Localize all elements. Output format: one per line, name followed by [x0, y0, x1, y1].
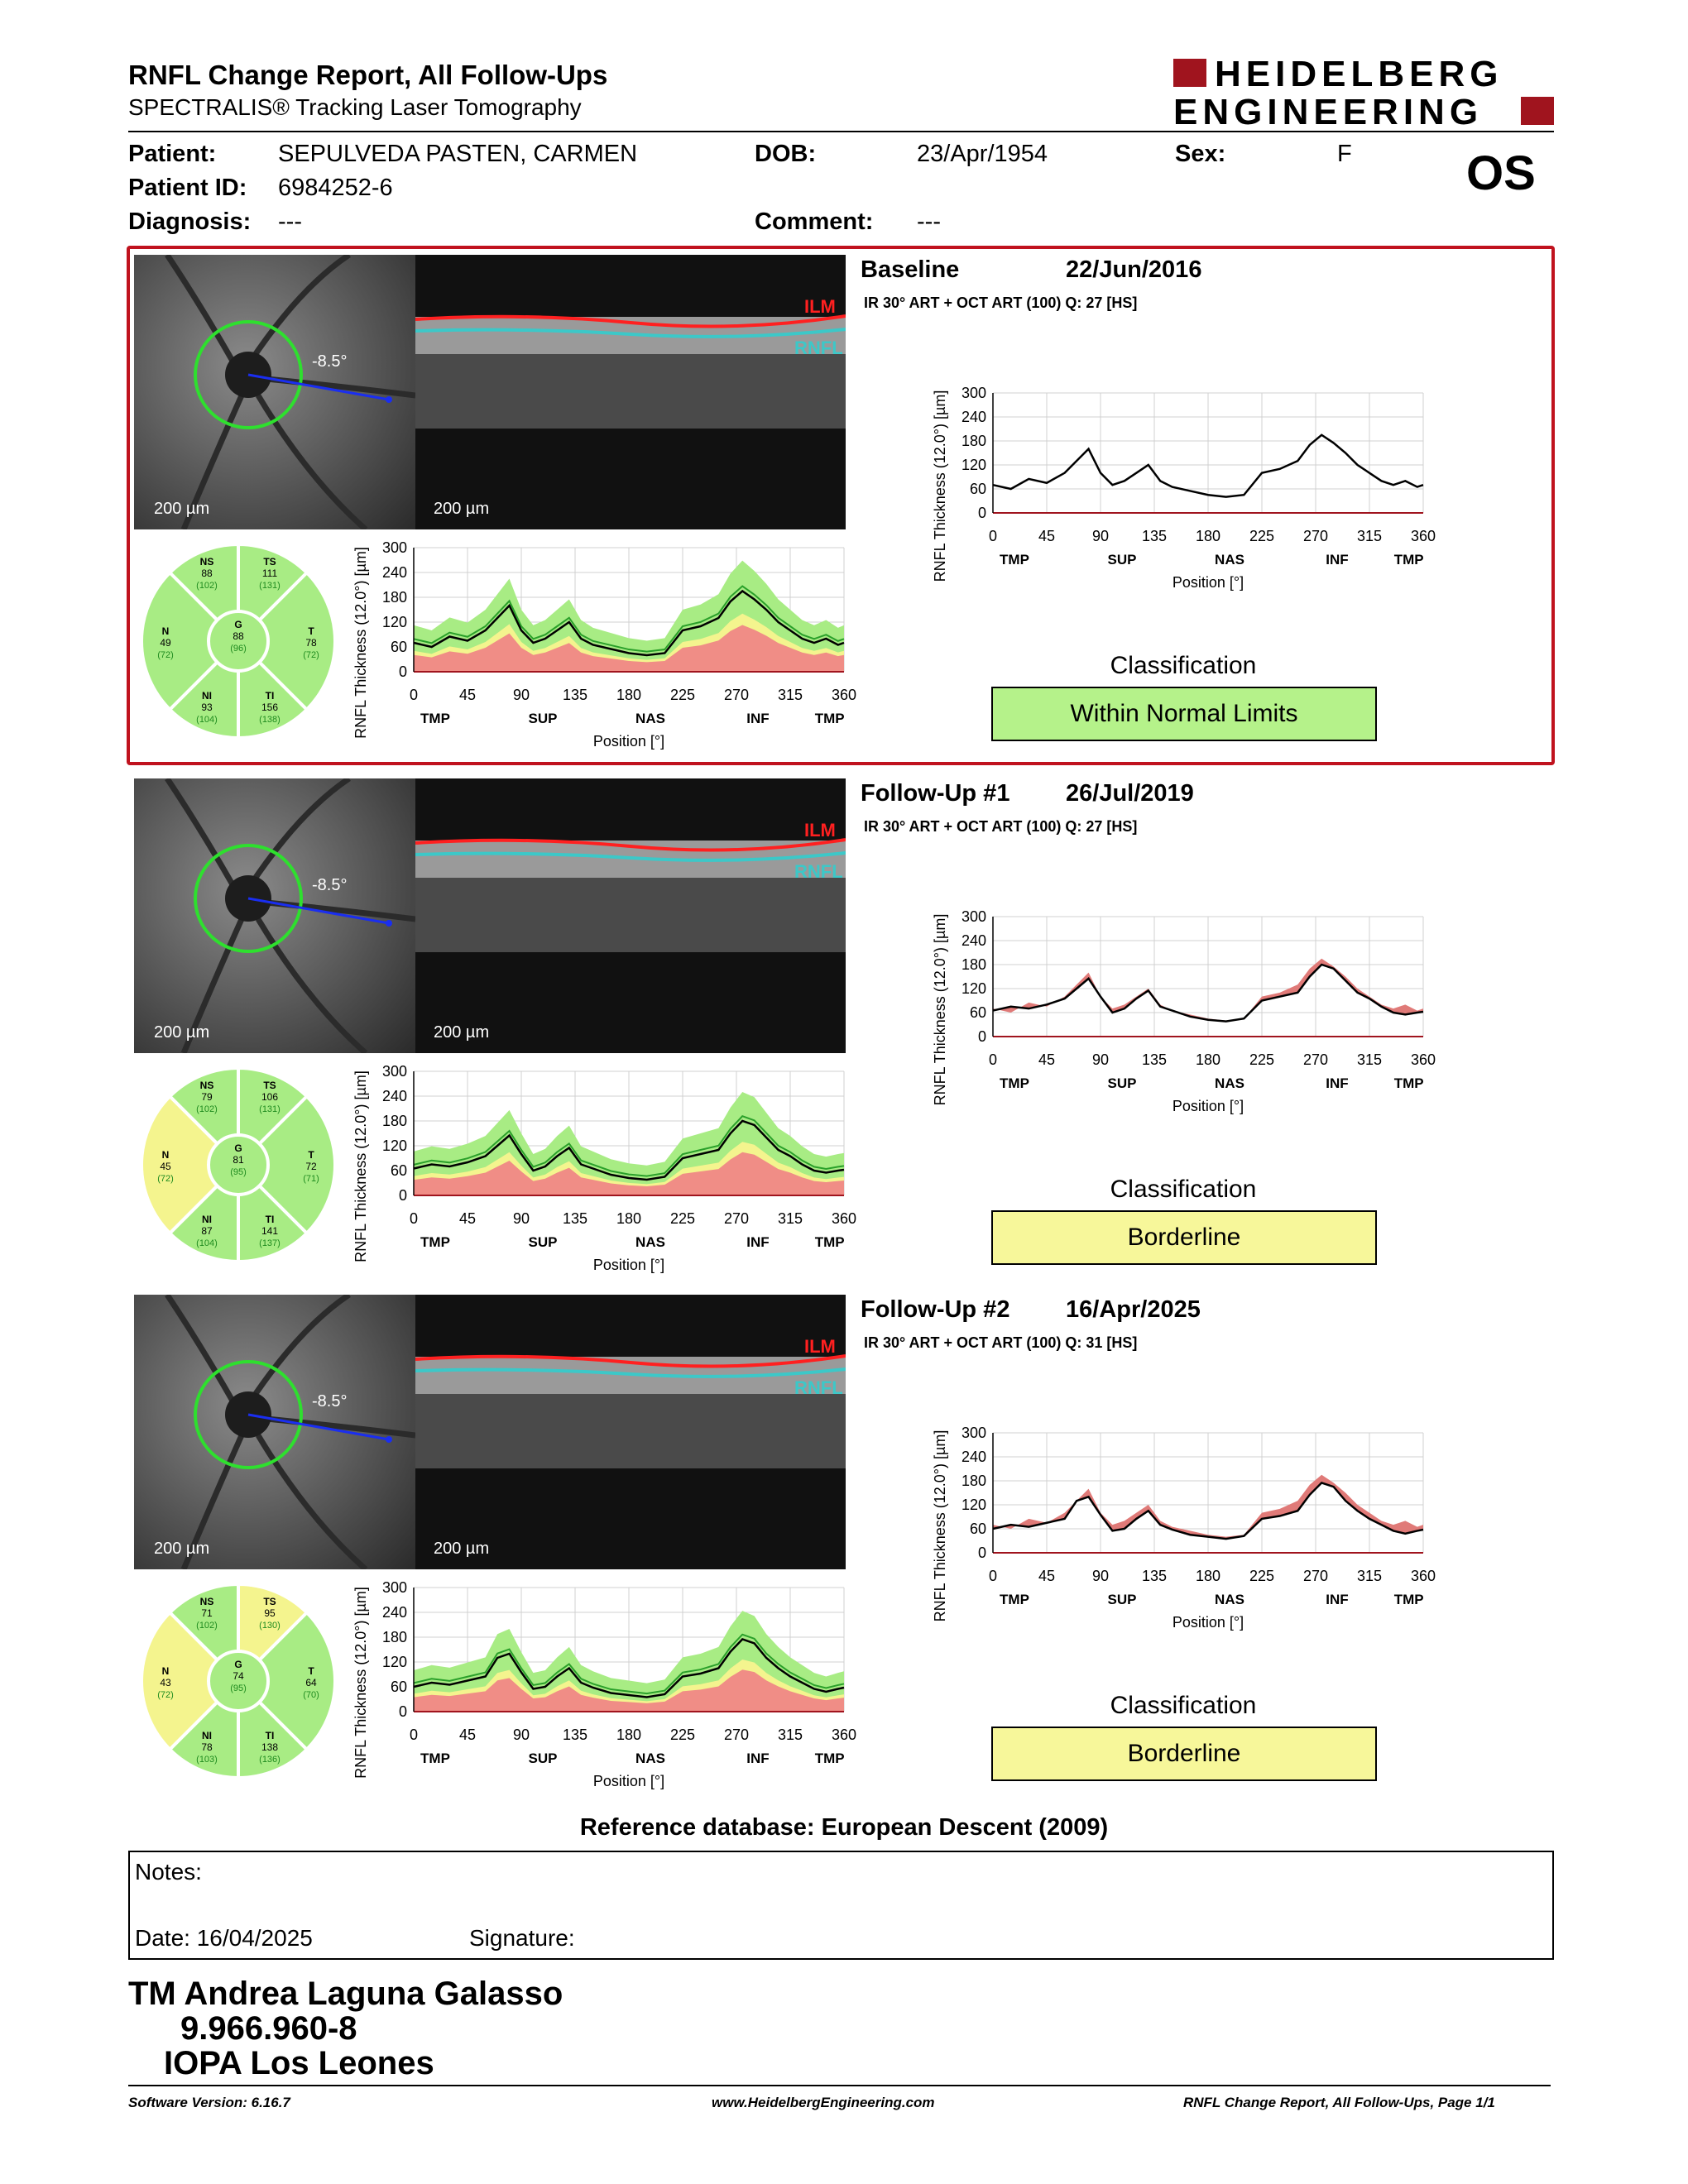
- logo-bar-top: [1173, 59, 1206, 87]
- dob-value: 23/Apr/1954: [917, 141, 1048, 167]
- x-tick-label: 90: [1091, 1051, 1110, 1068]
- region-label: INF: [746, 1751, 770, 1766]
- x-tick-label: 360: [1410, 528, 1436, 544]
- x-tick-label: 135: [562, 1210, 588, 1227]
- exam-date: 16/Apr/2025: [1066, 1296, 1201, 1323]
- sector-label-TS: TS: [263, 1596, 276, 1607]
- x-tick-label: 0: [409, 1210, 419, 1227]
- y-tick-label: 120: [381, 614, 407, 630]
- x-axis-title: Position [°]: [1172, 574, 1244, 591]
- notes-date: Date: 16/04/2025: [135, 1925, 313, 1951]
- y-tick-label: 240: [961, 409, 986, 425]
- region-label: TMP: [814, 1234, 845, 1250]
- sector-label-TS: TS: [263, 556, 276, 568]
- sector-label-NI: NI: [202, 690, 212, 702]
- sector-ref-G: (95): [230, 1167, 247, 1177]
- sector-value-NI: 78: [201, 1741, 213, 1753]
- x-tick-label: 180: [616, 1210, 642, 1227]
- rnfl-label: RNFL: [794, 1377, 843, 1398]
- fundus-scale: 200 µm: [154, 1023, 210, 1042]
- thickness-profile-chart: [910, 1425, 1456, 1631]
- sector-value-TS: 106: [261, 1091, 279, 1103]
- x-tick-label: 315: [777, 687, 803, 703]
- y-tick-label: 120: [961, 457, 986, 473]
- region-label: TMP: [1000, 1592, 1029, 1607]
- y-axis-title: RNFL Thickness (12.0°) [µm]: [352, 547, 369, 739]
- sector-ref-NS: (102): [196, 581, 218, 591]
- signer-name: TM Andrea Laguna Galasso: [128, 1976, 563, 2012]
- sector-value-G: 74: [233, 1670, 244, 1682]
- x-tick-label: 315: [777, 1727, 803, 1743]
- sector-ref-T: (72): [303, 650, 319, 660]
- x-tick-label: 90: [1091, 528, 1110, 544]
- bscan-layers: [415, 778, 846, 1053]
- y-tick-label: 0: [977, 1545, 986, 1561]
- x-axis-title: Position [°]: [592, 733, 665, 750]
- retinal-vessel: [250, 255, 349, 362]
- notes-box: [128, 1851, 1554, 1960]
- y-tick-label: 180: [381, 589, 407, 606]
- region-label: NAS: [635, 711, 665, 726]
- region-label: NAS: [1215, 1075, 1244, 1091]
- y-tick-label: 240: [381, 1088, 407, 1104]
- website-link[interactable]: www.HeidelbergEngineering.com: [712, 2095, 935, 2110]
- retinal-vessel: [258, 395, 366, 529]
- x-tick-label: 90: [1091, 1568, 1110, 1584]
- retinal-vessel: [167, 778, 233, 886]
- x-tick-label: 360: [1410, 1051, 1436, 1068]
- region-label: TMP: [1393, 1075, 1424, 1091]
- ilm-label: ILM: [804, 296, 836, 317]
- x-tick-label: 90: [512, 1727, 530, 1743]
- x-tick-label: 360: [831, 687, 857, 703]
- y-tick-label: 180: [381, 1629, 407, 1645]
- x-tick-label: 0: [409, 687, 419, 703]
- thickness-profile-chart: [910, 385, 1456, 592]
- y-tick-label: 300: [381, 1579, 407, 1596]
- fundus-overlay: [134, 778, 415, 1053]
- x-tick-label: 180: [1195, 1568, 1221, 1584]
- y-tick-label: 120: [961, 980, 986, 997]
- thickness-chart-normative: [348, 1579, 861, 1794]
- y-tick-label: 120: [381, 1654, 407, 1670]
- fundus-angle: -8.5°: [312, 1392, 348, 1410]
- region-label: TMP: [1000, 552, 1029, 568]
- sector-value-N: 49: [160, 637, 171, 649]
- x-tick-label: 0: [988, 1051, 998, 1068]
- y-tick-label: 60: [390, 1162, 407, 1179]
- region-label: TMP: [420, 1751, 450, 1766]
- y-axis-title: RNFL Thickness (12.0°) [µm]: [932, 913, 948, 1106]
- x-tick-label: 135: [1141, 1051, 1168, 1068]
- rnfl-label: RNFL: [794, 338, 843, 358]
- x-tick-label: 0: [988, 528, 998, 544]
- scan-end-marker: [386, 920, 392, 927]
- thickness-chart-normative: [348, 1063, 861, 1278]
- patient-name: SEPULVEDA PASTEN, CARMEN: [278, 141, 638, 167]
- x-tick-label: 45: [458, 1727, 477, 1743]
- region-label: INF: [746, 1234, 770, 1250]
- thickness-chart-normative: [348, 539, 861, 754]
- x-tick-label: 45: [458, 1210, 477, 1227]
- sector-label-G: G: [234, 619, 242, 630]
- x-tick-label: 135: [562, 687, 588, 703]
- x-tick-label: 315: [1356, 1568, 1383, 1584]
- fundus-image: [134, 255, 415, 529]
- scan-info: IR 30° ART + OCT ART (100) Q: 31 [HS]: [864, 1334, 1138, 1351]
- notes-label: Notes:: [135, 1859, 202, 1885]
- logo-bar-bottom: [1521, 97, 1554, 125]
- eye-label: OS: [1466, 146, 1536, 200]
- fundus-image: [134, 778, 415, 1053]
- sector-value-T: 72: [305, 1161, 317, 1172]
- region-label: NAS: [1215, 552, 1244, 568]
- x-tick-label: 90: [512, 687, 530, 703]
- region-label: NAS: [635, 1751, 665, 1766]
- y-tick-label: 180: [381, 1113, 407, 1129]
- sector-ref-NI: (104): [196, 715, 218, 725]
- sector-ref-NS: (102): [196, 1104, 218, 1114]
- notes-signature: Signature:: [469, 1925, 575, 1951]
- sector-value-NS: 88: [201, 568, 213, 579]
- sector-value-N: 45: [160, 1161, 171, 1172]
- ilm-label: ILM: [804, 1336, 836, 1357]
- sector-label-N: N: [161, 1665, 170, 1677]
- sector-label-T: T: [308, 625, 314, 637]
- region-label: SUP: [1107, 552, 1137, 568]
- retinal-vessel: [250, 778, 349, 886]
- sector-label-TI: TI: [265, 1214, 275, 1225]
- fundus-overlay: [134, 1295, 415, 1569]
- fundus-angle: -8.5°: [312, 352, 348, 371]
- sector-ref-TS: (131): [259, 1104, 281, 1114]
- x-tick-label: 135: [562, 1727, 588, 1743]
- sector-ref-N: (72): [157, 1690, 174, 1700]
- x-tick-label: 270: [723, 687, 750, 703]
- sector-label-G: G: [234, 1142, 242, 1154]
- y-tick-label: 300: [961, 385, 986, 401]
- x-tick-label: 90: [512, 1210, 530, 1227]
- x-axis-title: Position [°]: [592, 1257, 665, 1273]
- y-tick-label: 180: [961, 1473, 986, 1489]
- y-tick-label: 120: [381, 1138, 407, 1154]
- sector-value-TI: 156: [261, 702, 279, 713]
- x-tick-label: 315: [1356, 1051, 1383, 1068]
- retinal-vessel: [258, 919, 366, 1053]
- bscan-scale: 200 µm: [434, 500, 490, 518]
- sector-ref-G: (95): [230, 1684, 247, 1693]
- sector-ref-G: (96): [230, 644, 247, 654]
- y-tick-label: 240: [961, 932, 986, 949]
- y-tick-label: 300: [381, 1063, 407, 1080]
- sector-label-TI: TI: [265, 1730, 275, 1741]
- oct-bscan: [415, 778, 846, 1053]
- sector-label-NI: NI: [202, 1214, 212, 1225]
- choroid-band: [415, 354, 846, 429]
- heidelberg-logo: [1173, 56, 1554, 131]
- sector-diagram: [139, 1582, 338, 1780]
- software-version: Software Version: 6.16.7: [128, 2095, 290, 2110]
- sector-ref-TS: (131): [259, 581, 281, 591]
- region-label: INF: [1326, 1075, 1349, 1091]
- oct-bscan: [415, 1295, 846, 1569]
- y-tick-label: 180: [961, 956, 986, 973]
- fundus-image: [134, 1295, 415, 1569]
- sector-ref-N: (72): [157, 1174, 174, 1184]
- sector-ref-N: (72): [157, 650, 174, 660]
- sector-label-TS: TS: [263, 1080, 276, 1091]
- signer-place: IOPA Los Leones: [164, 2045, 434, 2081]
- y-axis-title: RNFL Thickness (12.0°) [µm]: [932, 390, 948, 582]
- sector-label-N: N: [161, 625, 170, 637]
- sector-ref-TI: (138): [259, 715, 281, 725]
- page-info: RNFL Change Report, All Follow-Ups, Page 1/1: [1183, 2095, 1495, 2110]
- scan-end-marker: [386, 396, 392, 403]
- x-tick-label: 315: [777, 1210, 803, 1227]
- region-label: INF: [1326, 552, 1349, 568]
- region-label: SUP: [1107, 1592, 1137, 1607]
- choroid-band: [415, 878, 846, 952]
- diagnosis-label: Diagnosis:: [128, 208, 252, 235]
- header-divider: [128, 131, 1554, 132]
- y-axis-title: RNFL Thickness (12.0°) [µm]: [352, 1070, 369, 1262]
- diagnosis-value: ---: [278, 208, 302, 235]
- sector-label-T: T: [308, 1149, 314, 1161]
- y-tick-label: 240: [961, 1449, 986, 1465]
- x-tick-label: 135: [1141, 1568, 1168, 1584]
- sex-value: F: [1337, 141, 1352, 167]
- logo-line1: HEIDELBERG: [1215, 54, 1503, 94]
- x-tick-label: 45: [458, 687, 477, 703]
- sector-diagram: [139, 542, 338, 740]
- oct-bscan: [415, 255, 846, 529]
- exam-title: Follow-Up #1: [861, 780, 1010, 807]
- region-label: TMP: [1000, 1075, 1029, 1091]
- sector-label-NI: NI: [202, 1730, 212, 1741]
- sector-ref-TS: (130): [259, 1621, 281, 1631]
- x-axis-title: Position [°]: [1172, 1098, 1244, 1114]
- sector-value-G: 88: [233, 630, 244, 642]
- patient-name-label: Patient:: [128, 141, 217, 167]
- sector-label-NS: NS: [199, 1080, 214, 1091]
- bscan-scale: 200 µm: [434, 1023, 490, 1042]
- y-tick-label: 60: [969, 481, 986, 497]
- sex-label: Sex:: [1175, 141, 1226, 167]
- x-tick-label: 225: [669, 1727, 696, 1743]
- scan-end-marker: [386, 1436, 392, 1443]
- sector-ref-NI: (104): [196, 1238, 218, 1248]
- x-axis-title: Position [°]: [592, 1773, 665, 1789]
- sector-label-NS: NS: [199, 1596, 214, 1607]
- y-tick-label: 240: [381, 1604, 407, 1621]
- sector-label-G: G: [234, 1659, 242, 1670]
- x-tick-label: 270: [1302, 1568, 1329, 1584]
- sector-value-N: 43: [160, 1677, 171, 1688]
- x-tick-label: 225: [669, 687, 696, 703]
- sector-label-N: N: [161, 1149, 170, 1161]
- retinal-vessel: [167, 1295, 233, 1402]
- sector-label-TI: TI: [265, 690, 275, 702]
- region-label: TMP: [420, 1234, 450, 1250]
- region-label: INF: [1326, 1592, 1349, 1607]
- x-tick-label: 270: [723, 1727, 750, 1743]
- region-label: TMP: [420, 711, 450, 726]
- region-label: SUP: [528, 1751, 558, 1766]
- y-tick-label: 0: [977, 505, 986, 521]
- x-tick-label: 270: [1302, 528, 1329, 544]
- sector-value-G: 81: [233, 1154, 244, 1166]
- y-tick-label: 60: [969, 1521, 986, 1537]
- x-tick-label: 0: [409, 1727, 419, 1743]
- retinal-vessel: [258, 1435, 366, 1569]
- x-tick-label: 180: [1195, 528, 1221, 544]
- sector-ref-TI: (137): [259, 1238, 281, 1248]
- sector-value-TI: 141: [261, 1225, 279, 1237]
- fundus-scale: 200 µm: [154, 1540, 210, 1558]
- patient-id: 6984252-6: [278, 175, 393, 201]
- sector-value-TI: 138: [261, 1741, 279, 1753]
- x-tick-label: 45: [1038, 528, 1056, 544]
- region-label: TMP: [1393, 1592, 1424, 1607]
- sector-value-NI: 87: [201, 1225, 213, 1237]
- sector-ref-T: (70): [303, 1690, 319, 1700]
- sector-ref-TI: (136): [259, 1755, 281, 1765]
- region-label: SUP: [528, 711, 558, 726]
- y-tick-label: 300: [961, 1425, 986, 1441]
- fundus-angle: -8.5°: [312, 876, 348, 894]
- x-tick-label: 360: [831, 1727, 857, 1743]
- region-label: TMP: [814, 711, 845, 726]
- classification-box: Within Normal Limits: [991, 687, 1377, 741]
- y-tick-label: 240: [381, 564, 407, 581]
- exam-date: 26/Jul/2019: [1066, 780, 1194, 807]
- x-tick-label: 315: [1356, 528, 1383, 544]
- classification-label: Classification: [1110, 652, 1257, 679]
- classification-label: Classification: [1110, 1176, 1257, 1203]
- sector-label-T: T: [308, 1665, 314, 1677]
- x-tick-label: 360: [831, 1210, 857, 1227]
- exam-title: Baseline: [861, 256, 960, 283]
- y-axis-title: RNFL Thickness (12.0°) [µm]: [352, 1587, 369, 1779]
- sector-ref-NS: (102): [196, 1621, 218, 1631]
- logo-line2: ENGINEERING: [1173, 92, 1484, 132]
- sector-value-NS: 71: [201, 1607, 213, 1619]
- y-tick-label: 60: [390, 639, 407, 655]
- x-tick-label: 225: [669, 1210, 696, 1227]
- report-subtitle: SPECTRALIS® Tracking Laser Tomography: [128, 94, 582, 120]
- retinal-vessel: [167, 255, 233, 362]
- choroid-band: [415, 1394, 846, 1468]
- y-tick-label: 300: [381, 539, 407, 556]
- sector-value-T: 64: [305, 1677, 317, 1688]
- y-tick-label: 120: [961, 1497, 986, 1513]
- x-axis-title: Position [°]: [1172, 1614, 1244, 1631]
- region-label: TMP: [1393, 552, 1424, 568]
- ilm-label: ILM: [804, 820, 836, 841]
- bscan-layers: [415, 1295, 846, 1569]
- footer-divider: [128, 2085, 1551, 2086]
- x-tick-label: 45: [1038, 1051, 1056, 1068]
- y-tick-label: 300: [961, 908, 986, 925]
- bscan-layers: [415, 255, 846, 529]
- sector-value-T: 78: [305, 637, 317, 649]
- dob-label: DOB:: [755, 141, 817, 167]
- sector-value-NS: 79: [201, 1091, 213, 1103]
- y-tick-label: 0: [398, 663, 407, 680]
- classification-box: Borderline: [991, 1727, 1377, 1781]
- reference-database: Reference database: European Descent (2009): [579, 1814, 1109, 1841]
- comment-value: ---: [917, 208, 941, 235]
- fundus-scale: 200 µm: [154, 500, 210, 518]
- sector-ref-NI: (103): [196, 1755, 218, 1765]
- x-tick-label: 270: [723, 1210, 750, 1227]
- scan-info: IR 30° ART + OCT ART (100) Q: 27 [HS]: [864, 818, 1138, 835]
- x-tick-label: 180: [1195, 1051, 1221, 1068]
- comment-label: Comment:: [755, 208, 874, 235]
- retinal-vessel: [250, 1295, 349, 1402]
- bscan-scale: 200 µm: [434, 1540, 490, 1558]
- region-label: NAS: [1215, 1592, 1244, 1607]
- x-tick-label: 45: [1038, 1568, 1056, 1584]
- sector-label-NS: NS: [199, 556, 214, 568]
- report-title: RNFL Change Report, All Follow-Ups: [128, 60, 608, 90]
- x-tick-label: 180: [616, 1727, 642, 1743]
- x-tick-label: 360: [1410, 1568, 1436, 1584]
- y-tick-label: 0: [398, 1187, 407, 1204]
- region-label: NAS: [635, 1234, 665, 1250]
- x-tick-label: 225: [1249, 1051, 1275, 1068]
- sector-diagram: [139, 1066, 338, 1264]
- patient-id-label: Patient ID:: [128, 175, 247, 201]
- exam-title: Follow-Up #2: [861, 1296, 1010, 1323]
- y-tick-label: 180: [961, 433, 986, 449]
- classification-label: Classification: [1110, 1692, 1257, 1719]
- signer-id: 9.966.960-8: [180, 2010, 357, 2047]
- sector-value-TS: 111: [261, 568, 278, 579]
- x-tick-label: 270: [1302, 1051, 1329, 1068]
- rnfl-label: RNFL: [794, 861, 843, 882]
- x-tick-label: 135: [1141, 528, 1168, 544]
- y-tick-label: 0: [977, 1028, 986, 1045]
- x-tick-label: 225: [1249, 528, 1275, 544]
- y-tick-label: 60: [969, 1004, 986, 1021]
- region-label: INF: [746, 711, 770, 726]
- exam-date: 22/Jun/2016: [1066, 256, 1202, 283]
- sector-ref-T: (71): [303, 1174, 319, 1184]
- y-tick-label: 60: [390, 1679, 407, 1695]
- fundus-overlay: [134, 255, 415, 529]
- sector-value-NI: 93: [201, 702, 213, 713]
- region-label: SUP: [1107, 1075, 1137, 1091]
- y-tick-label: 0: [398, 1703, 407, 1720]
- classification-box: Borderline: [991, 1210, 1377, 1265]
- scan-info: IR 30° ART + OCT ART (100) Q: 27 [HS]: [864, 295, 1138, 311]
- thickness-profile-chart: [910, 908, 1456, 1115]
- x-tick-label: 180: [616, 687, 642, 703]
- region-label: SUP: [528, 1234, 558, 1250]
- sector-value-TS: 95: [264, 1607, 276, 1619]
- region-label: TMP: [814, 1751, 845, 1766]
- y-axis-title: RNFL Thickness (12.0°) [µm]: [932, 1430, 948, 1622]
- x-tick-label: 225: [1249, 1568, 1275, 1584]
- x-tick-label: 0: [988, 1568, 998, 1584]
